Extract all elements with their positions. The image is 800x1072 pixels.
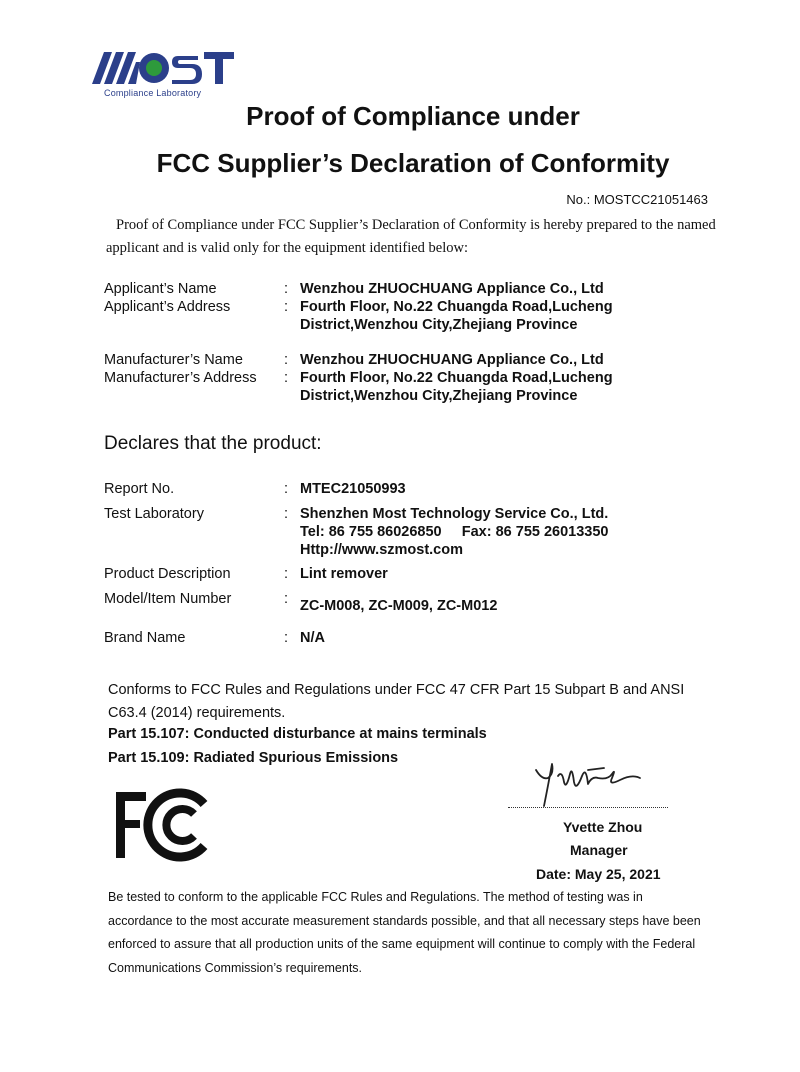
applicant-address-line-1: Fourth Floor, No.22 Chuangda Road,Lucheng <box>300 299 613 315</box>
colon: : <box>284 352 289 368</box>
conformance-text: Conforms to FCC Rules and Regulations under FCC 47 CFR Part 15 Subpart B and ANSI C63.4 (2014) requirements. <box>108 682 685 721</box>
report-number-value: MTEC21050993 <box>300 481 406 497</box>
applicant-name-value: Wenzhou ZHUOCHUANG Appliance Co., Ltd <box>300 281 604 297</box>
model-number-value: ZC-M008, ZC-M009, ZC-M012 <box>300 598 498 614</box>
fcc-logo <box>114 788 210 862</box>
model-number-label: Model/Item Number <box>104 591 232 607</box>
document-number: No.: MOSTCC21051463 <box>566 192 708 207</box>
colon: : <box>284 481 289 497</box>
title-line-1: Proof of Compliance under <box>246 101 580 131</box>
most-logo <box>88 48 238 102</box>
colon: : <box>284 281 289 297</box>
logo-subtitle: Compliance Laboratory <box>104 88 202 98</box>
signer-title: Manager <box>570 842 628 858</box>
manufacturer-name-label: Manufacturer’s Name <box>104 352 243 368</box>
product-description-label: Product Description <box>104 566 231 582</box>
title-line-2: FCC Supplier’s Declaration of Conformity <box>156 148 670 178</box>
footer-paragraph: Be tested to conform to the applicable FCC Rules and Regulations. The method of testing was in accordance to the most accurate measurement standards possible, and that all necessary steps have been enforced to assure that all production units of the same equipment will continue to comply with the Federal Communications Commission’s requirements. <box>108 890 701 975</box>
applicant-address-label: Applicant’s Address <box>104 299 231 315</box>
colon: : <box>284 299 289 315</box>
product-description-value: Lint remover <box>300 566 388 582</box>
part-15-109: Part 15.109: Radiated Spurious Emissions <box>108 750 399 766</box>
signature-image <box>528 756 648 812</box>
manufacturer-address-line-1: Fourth Floor, No.22 Chuangda Road,Lucheng <box>300 370 613 386</box>
applicant-name-label: Applicant’s Name <box>104 281 217 297</box>
manufacturer-name-value: Wenzhou ZHUOCHUANG Appliance Co., Ltd <box>300 352 604 368</box>
brand-name-label: Brand Name <box>104 630 186 646</box>
part-15-107: Part 15.107: Conducted disturbance at mains terminals <box>108 726 487 742</box>
fcc-logo-icon <box>114 788 210 862</box>
colon: : <box>284 591 289 607</box>
colon: : <box>284 630 289 646</box>
test-lab-contact: Tel: 86 755 86026850 Fax: 86 755 26013350 <box>300 524 609 540</box>
colon: : <box>284 506 289 522</box>
brand-name-value: N/A <box>300 630 325 646</box>
signature-line <box>508 807 668 808</box>
signature-stroke <box>528 756 648 812</box>
test-lab-name: Shenzhen Most Technology Service Co., Ltd. <box>300 506 609 522</box>
intro-paragraph: Proof of Compliance under FCC Supplier’s Declaration of Conformity is hereby prepared to the named applicant and is valid only for the equipment identified below: <box>106 217 716 256</box>
declares-heading: Declares that the product: <box>104 433 322 454</box>
colon: : <box>284 370 289 386</box>
report-number-label: Report No. <box>104 481 175 497</box>
signature-date: Date: May 25, 2021 <box>536 866 661 882</box>
most-logo-mark <box>88 48 238 88</box>
colon: : <box>284 566 289 582</box>
signer-name: Yvette Zhou <box>563 819 643 835</box>
manufacturer-address-line-2: District,Wenzhou City,Zhejiang Province <box>300 388 578 404</box>
test-lab-label: Test Laboratory <box>104 506 204 522</box>
test-lab-url: Http://www.szmost.com <box>300 542 463 558</box>
manufacturer-address-label: Manufacturer’s Address <box>104 370 257 386</box>
applicant-address-line-2: District,Wenzhou City,Zhejiang Province <box>300 317 578 333</box>
